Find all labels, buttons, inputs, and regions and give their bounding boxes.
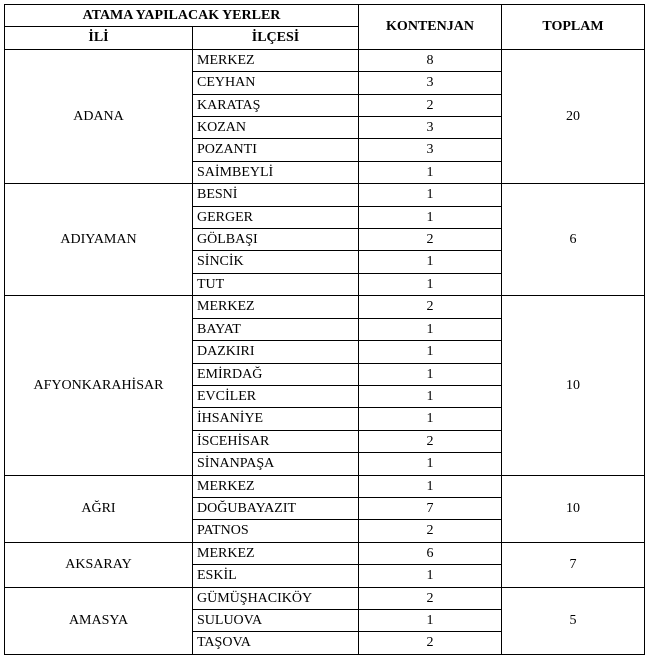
table-row [5,49,645,71]
district-name: MERKEZ [193,542,359,564]
table-row [5,587,645,609]
district-name: SULUOVA [193,609,359,631]
district-name: SİNANPAŞA [193,453,359,475]
district-quota: 1 [359,251,502,273]
table-header [5,5,645,50]
district-quota: 1 [359,184,502,206]
province-total: 10 [502,475,645,542]
province-total: 7 [502,542,645,587]
district-name: KOZAN [193,117,359,139]
column-header-il: İLİ [5,27,193,49]
district-quota: 2 [359,632,502,654]
district-name: DOĞUBAYAZIT [193,497,359,519]
district-name: İHSANİYE [193,408,359,430]
district-quota: 2 [359,587,502,609]
district-quota: 3 [359,139,502,161]
district-quota: 1 [359,385,502,407]
district-quota: 2 [359,430,502,452]
district-name: CEYHAN [193,72,359,94]
district-name: POZANTI [193,139,359,161]
table-row [5,184,645,206]
district-quota: 1 [359,609,502,631]
province-name: AKSARAY [5,542,193,587]
district-name: MERKEZ [193,49,359,71]
district-quota: 2 [359,296,502,318]
district-name: GÖLBAŞI [193,229,359,251]
group-title: ATAMA YAPILACAK YERLER [5,5,359,27]
district-quota: 1 [359,453,502,475]
province-name: ADIYAMAN [5,184,193,296]
district-name: GERGER [193,206,359,228]
district-name: EVCİLER [193,385,359,407]
table-row [5,475,645,497]
table-row [5,296,645,318]
column-header-toplam: TOPLAM [502,5,645,50]
district-name: İSCEHİSAR [193,430,359,452]
district-name: BESNİ [193,184,359,206]
district-quota: 8 [359,49,502,71]
district-quota: 1 [359,363,502,385]
district-quota: 1 [359,161,502,183]
district-name: MERKEZ [193,296,359,318]
district-quota: 1 [359,273,502,295]
district-quota: 1 [359,341,502,363]
district-quota: 2 [359,520,502,542]
column-header-kontenjan: KONTENJAN [359,5,502,50]
table-body [5,49,645,654]
district-name: ESKİL [193,565,359,587]
district-name: TUT [193,273,359,295]
district-quota: 1 [359,565,502,587]
district-name: SİNCİK [193,251,359,273]
province-name: AFYONKARAHİSAR [5,296,193,475]
assignment-table [4,4,645,655]
district-quota: 2 [359,229,502,251]
district-quota: 1 [359,475,502,497]
district-name: PATNOS [193,520,359,542]
district-name: SAİMBEYLİ [193,161,359,183]
district-name: KARATAŞ [193,94,359,116]
district-name: EMİRDAĞ [193,363,359,385]
province-total: 6 [502,184,645,296]
province-name: AMASYA [5,587,193,654]
district-name: TAŞOVA [193,632,359,654]
district-name: DAZKIRI [193,341,359,363]
district-name: MERKEZ [193,475,359,497]
district-quota: 1 [359,408,502,430]
province-name: ADANA [5,49,193,183]
district-quota: 2 [359,94,502,116]
column-header-ilce: İLÇESİ [193,27,359,49]
district-quota: 1 [359,206,502,228]
table-row [5,542,645,564]
district-quota: 6 [359,542,502,564]
district-quota: 1 [359,318,502,340]
province-total: 20 [502,49,645,183]
district-name: BAYAT [193,318,359,340]
province-total: 10 [502,296,645,475]
province-name: AĞRI [5,475,193,542]
district-quota: 3 [359,72,502,94]
province-total: 5 [502,587,645,654]
district-quota: 3 [359,117,502,139]
district-quota: 7 [359,497,502,519]
district-name: GÜMÜŞHACIKÖY [193,587,359,609]
